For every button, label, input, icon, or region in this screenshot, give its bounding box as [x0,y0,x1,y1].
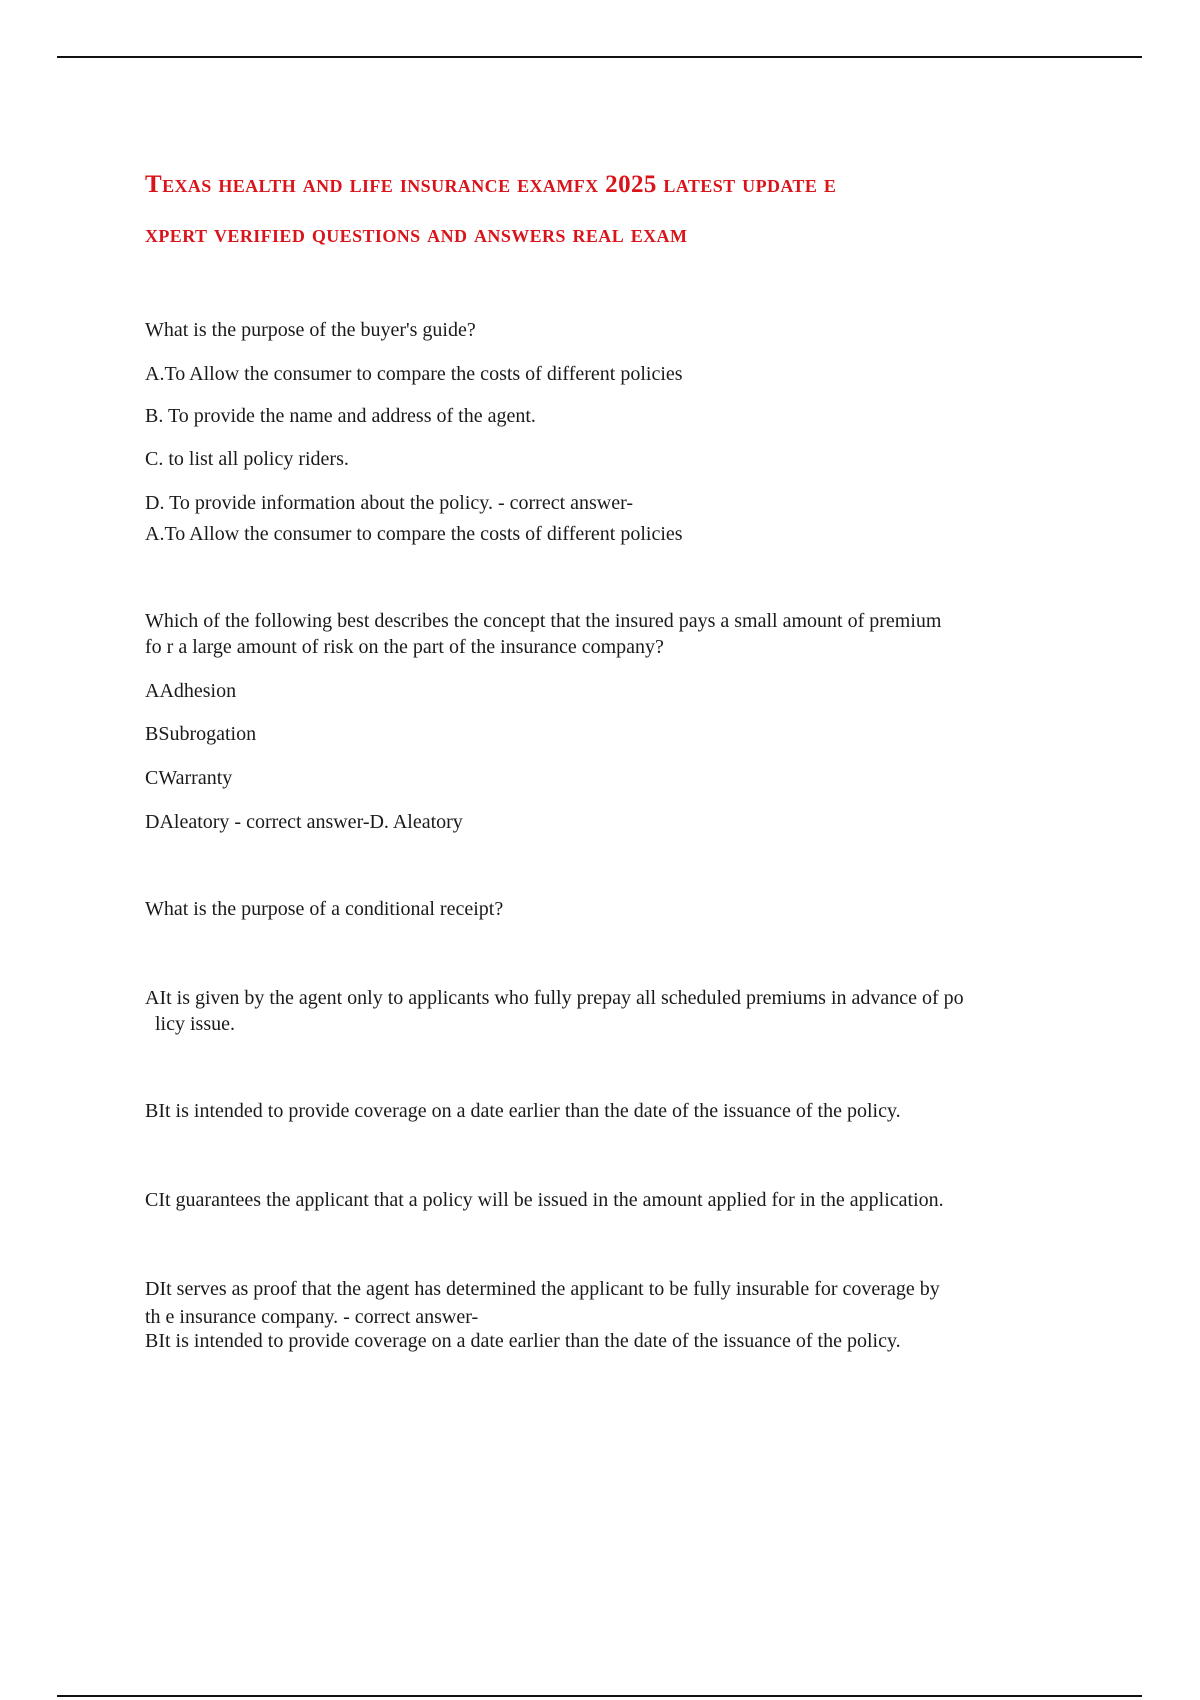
document-title [145,160,1135,260]
question-1-option-d: D. To provide information about the policy. - correct answer- [145,492,634,514]
top-rule [57,56,1142,58]
question-1-option-c: C. to list all policy riders. [145,448,349,470]
question-3-answer: BIt is intended to provide coverage on a date earlier than the date of the issuance of the policy. [145,1330,901,1352]
question-2-option-c: CWarranty [145,767,233,789]
question-3-option-d-line-2: th e insurance company. - correct answer- [145,1306,479,1328]
question-2-text-line-2: fo r a large amount of risk on the part of the insurance company? [145,636,664,658]
question-1-option-a: A.To Allow the consumer to compare the costs of different policies [145,363,683,385]
question-1-answer: A.To Allow the consumer to compare the costs of different policies [145,523,683,545]
question-3-option-c: CIt guarantees the applicant that a policy will be issued in the amount applied for in the application. [145,1189,944,1211]
question-2-option-d-answer: DAleatory - correct answer-D. Aleatory [145,811,463,833]
question-2-option-a: AAdhesion [145,680,237,702]
question-3-option-b: BIt is intended to provide coverage on a date earlier than the date of the issuance of the policy. [145,1100,901,1122]
question-2-text-line-1: Which of the following best describes the concept that the insured pays a small amount of premium [145,610,942,632]
question-3-option-d-line-1: DIt serves as proof that the agent has determined the applicant to be fully insurable for coverage by [145,1278,940,1300]
question-1-option-b: B. To provide the name and address of the agent. [145,405,536,427]
bottom-rule [57,1695,1142,1697]
question-1-text: What is the purpose of the buyer's guide? [145,319,476,341]
question-3-option-a-line-1: AIt is given by the agent only to applicants who fully prepay all scheduled premiums in advance of po [145,987,964,1009]
title-line-2: xpert verified questions and answers real exam [145,221,688,248]
title-line-1: Texas health and life insurance examfx 2025 latest update e [145,171,837,198]
question-2-option-b: BSubrogation [145,723,257,745]
question-3-text: What is the purpose of a conditional receipt? [145,898,504,920]
question-3-option-a-line-2: licy issue. [155,1013,235,1035]
